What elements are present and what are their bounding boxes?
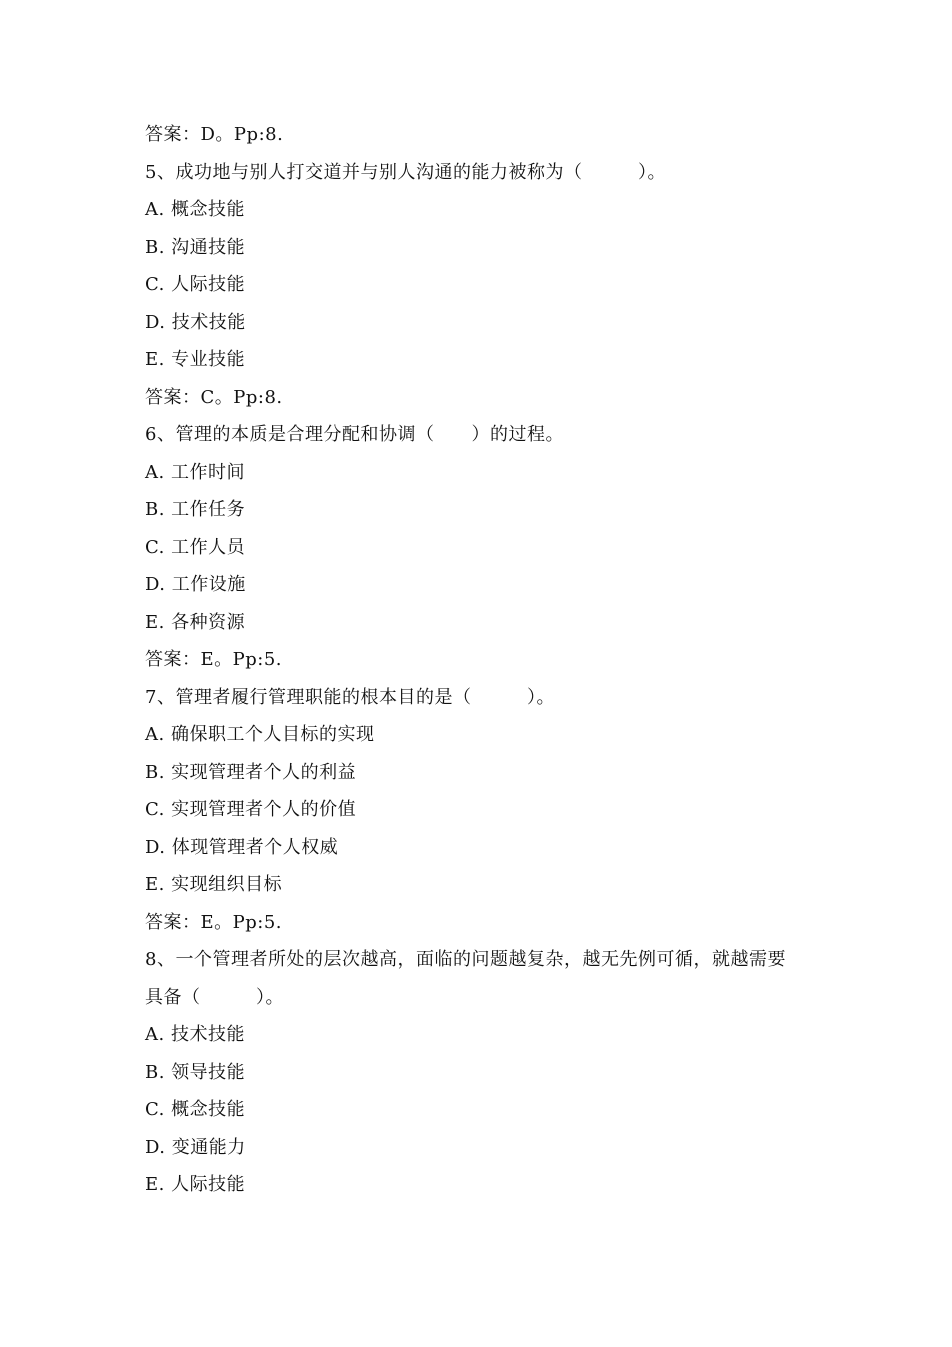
answer-q5: 答案：C。Pp:8.	[145, 386, 283, 408]
q8-option-d: D. 变通能力	[145, 1136, 246, 1158]
question-6: 6、管理的本质是合理分配和协调（ ）的过程。	[145, 424, 564, 445]
q7-option-d: D. 体现管理者个人权威	[145, 836, 339, 858]
q8-option-b: B. 领导技能	[145, 1061, 246, 1083]
q8-option-e: E. 人际技能	[145, 1174, 246, 1195]
document-body	[145, 116, 825, 1204]
q5-option-e: E. 专业技能	[145, 349, 246, 370]
q7-option-e: E. 实现组织目标	[145, 874, 283, 895]
answer-q6: 答案：E。Pp:5.	[145, 649, 283, 670]
q7-option-a: A. 确保职工个人目标的实现	[145, 724, 375, 745]
q5-option-b: B. 沟通技能	[145, 236, 246, 258]
question-8-line-2: 具备（ ）。	[145, 986, 284, 1008]
q7-option-c: C. 实现管理者个人的价值	[145, 799, 357, 820]
q6-option-e: E. 各种资源	[145, 611, 246, 633]
q7-option-b: B. 实现管理者个人的利益	[145, 761, 357, 783]
question-7: 7、管理者履行管理职能的根本目的是（ ）。	[145, 686, 555, 708]
q6-option-d: D. 工作设施	[145, 574, 246, 595]
q8-option-a: A. 技术技能	[145, 1024, 245, 1045]
q6-option-c: C. 工作人员	[145, 536, 246, 558]
q5-option-d: D. 技术技能	[145, 311, 246, 333]
q5-option-c: C. 人际技能	[145, 274, 246, 295]
question-8-line-1: 8、一个管理者所处的层次越高，面临的问题越复杂，越无先例可循，就越需要	[145, 949, 786, 970]
question-5: 5、成功地与别人打交道并与别人沟通的能力被称为（ ）。	[145, 161, 666, 183]
q8-option-c: C. 概念技能	[145, 1099, 246, 1120]
answer-q7: 答案：E。Pp:5.	[145, 911, 283, 933]
q6-option-a: A. 工作时间	[145, 461, 245, 483]
answer-q4: 答案：D。Pp:8.	[145, 124, 284, 145]
q5-option-a: A. 概念技能	[145, 199, 245, 220]
q6-option-b: B. 工作任务	[145, 499, 246, 520]
